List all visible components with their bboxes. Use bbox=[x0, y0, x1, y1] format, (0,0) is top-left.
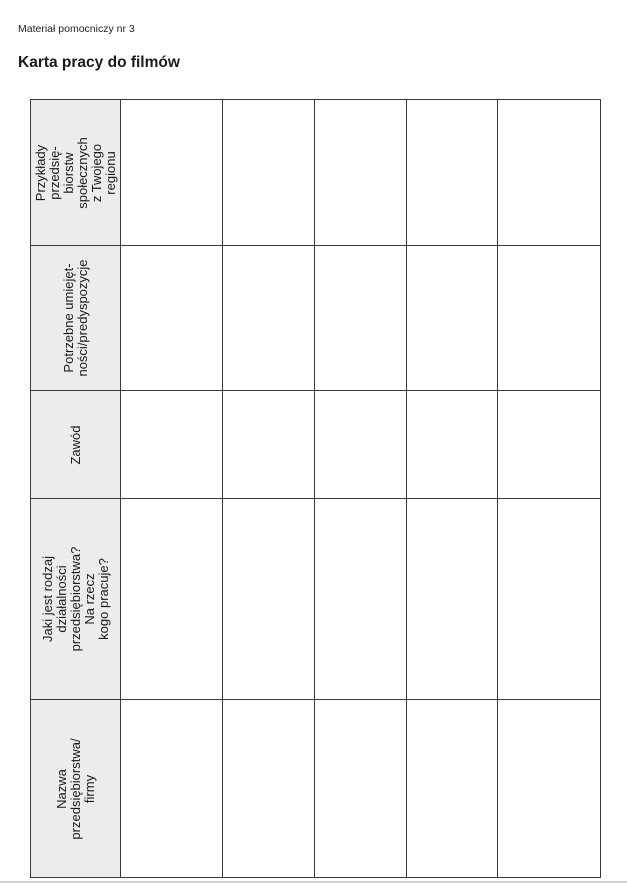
table-row bbox=[31, 391, 601, 499]
answer-cell[interactable] bbox=[498, 246, 601, 391]
answer-cell[interactable] bbox=[498, 100, 601, 246]
row-header-label: Zawód bbox=[67, 424, 83, 465]
answer-cell[interactable] bbox=[315, 246, 407, 391]
table-row bbox=[31, 700, 601, 878]
answer-cell[interactable] bbox=[315, 100, 407, 246]
row-header-regional-examples bbox=[31, 100, 121, 246]
answer-cell[interactable] bbox=[498, 700, 601, 878]
row-header-label: Nazwa przedsiębiorstwa/ firmy bbox=[53, 737, 97, 840]
table-row bbox=[31, 499, 601, 700]
row-header-label: Jaki jest rodzaj działalności przedsiębiorstwa? Na rzecz kogo pracuje? bbox=[39, 546, 111, 652]
table-row bbox=[31, 246, 601, 391]
answer-cell[interactable] bbox=[121, 499, 223, 700]
answer-cell[interactable] bbox=[223, 246, 315, 391]
answer-cell[interactable] bbox=[407, 700, 498, 878]
answer-cell[interactable] bbox=[223, 700, 315, 878]
answer-cell[interactable] bbox=[223, 499, 315, 700]
answer-cell[interactable] bbox=[407, 246, 498, 391]
answer-cell[interactable] bbox=[121, 246, 223, 391]
answer-cell[interactable] bbox=[407, 499, 498, 700]
row-header-profession bbox=[31, 391, 121, 499]
row-header-label: Przykłady przedsię- biorstw społecznych z Twojego regionu bbox=[32, 136, 118, 209]
answer-cell[interactable] bbox=[315, 700, 407, 878]
answer-cell[interactable] bbox=[407, 391, 498, 499]
row-header-company-name bbox=[31, 700, 121, 878]
answer-cell[interactable] bbox=[498, 391, 601, 499]
row-header-required-skills bbox=[31, 246, 121, 391]
answer-cell[interactable] bbox=[407, 100, 498, 246]
row-header-label: Potrzebne umiejęt- ności/predyspozycje bbox=[60, 259, 90, 377]
answer-cell[interactable] bbox=[121, 391, 223, 499]
page-title: Karta pracy do filmów bbox=[18, 54, 180, 71]
answer-cell[interactable] bbox=[315, 391, 407, 499]
answer-cell[interactable] bbox=[121, 700, 223, 878]
answer-cell[interactable] bbox=[223, 391, 315, 499]
answer-cell[interactable] bbox=[223, 100, 315, 246]
answer-cell[interactable] bbox=[498, 499, 601, 700]
worksheet-table bbox=[30, 99, 601, 878]
row-header-business-activity bbox=[31, 499, 121, 700]
material-label: Materiał pomocniczy nr 3 bbox=[18, 23, 135, 35]
answer-cell[interactable] bbox=[315, 499, 407, 700]
table-row bbox=[31, 100, 601, 246]
answer-cell[interactable] bbox=[121, 100, 223, 246]
